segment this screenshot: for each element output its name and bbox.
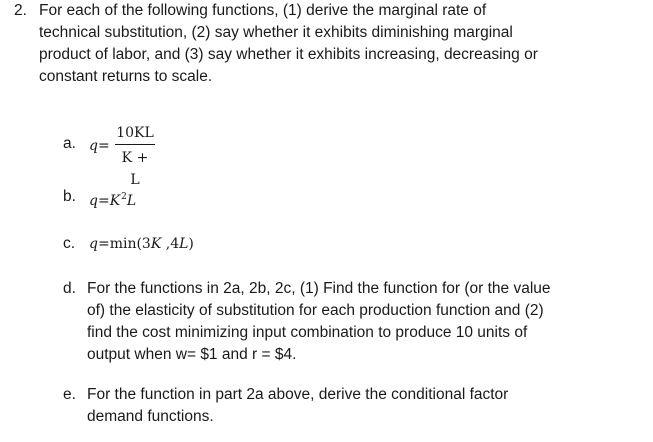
equation-c: q=min(3K ,4L) [89,236,194,252]
exponent: 2 [121,192,127,202]
item-d-line: of) the elasticity of substitution for each production function and (2) [87,302,544,319]
prompt-line: technical substitution, (2) say whether it exhibits diminishing marginal [39,24,513,41]
prompt-line: product of labor, and (3) say whether it exhibits increasing, decreasing or [39,46,538,63]
item-d-label: d. [63,280,76,297]
item-d-line: For the functions in 2a, 2b, 2c, (1) Find the function for (or the value [87,280,551,297]
equation-b: $q=K^2L$ [89,192,137,209]
equation-a [89,122,169,188]
item-e-line: For the function in part 2a above, derive the conditional factor [87,386,509,403]
item-a-label: a. [63,135,76,152]
item-d-line: output when w= $1 and r = $4. [87,346,297,363]
prompt-line: For each of the following functions, (1) derive the marginal rate of [39,2,487,19]
prompt-line: constant returns to scale. [39,68,213,85]
item-b-label: b. [63,188,76,205]
question-number: 2. [14,2,27,19]
fraction-numerator: 10KL [116,125,154,141]
question-prompt [39,0,599,88]
item-e-label: e. [63,386,76,403]
item-e-text [87,384,607,428]
item-d-text [87,278,607,366]
fraction-denominator: K + L [121,150,149,188]
item-c-label: c. [63,235,76,252]
item-d-line: find the cost minimizing input combination to produce 10 units of [87,324,528,341]
fraction-bar [115,144,155,145]
item-e-line: demand functions. [87,408,214,425]
equation-a-lhs: q= [89,138,110,154]
